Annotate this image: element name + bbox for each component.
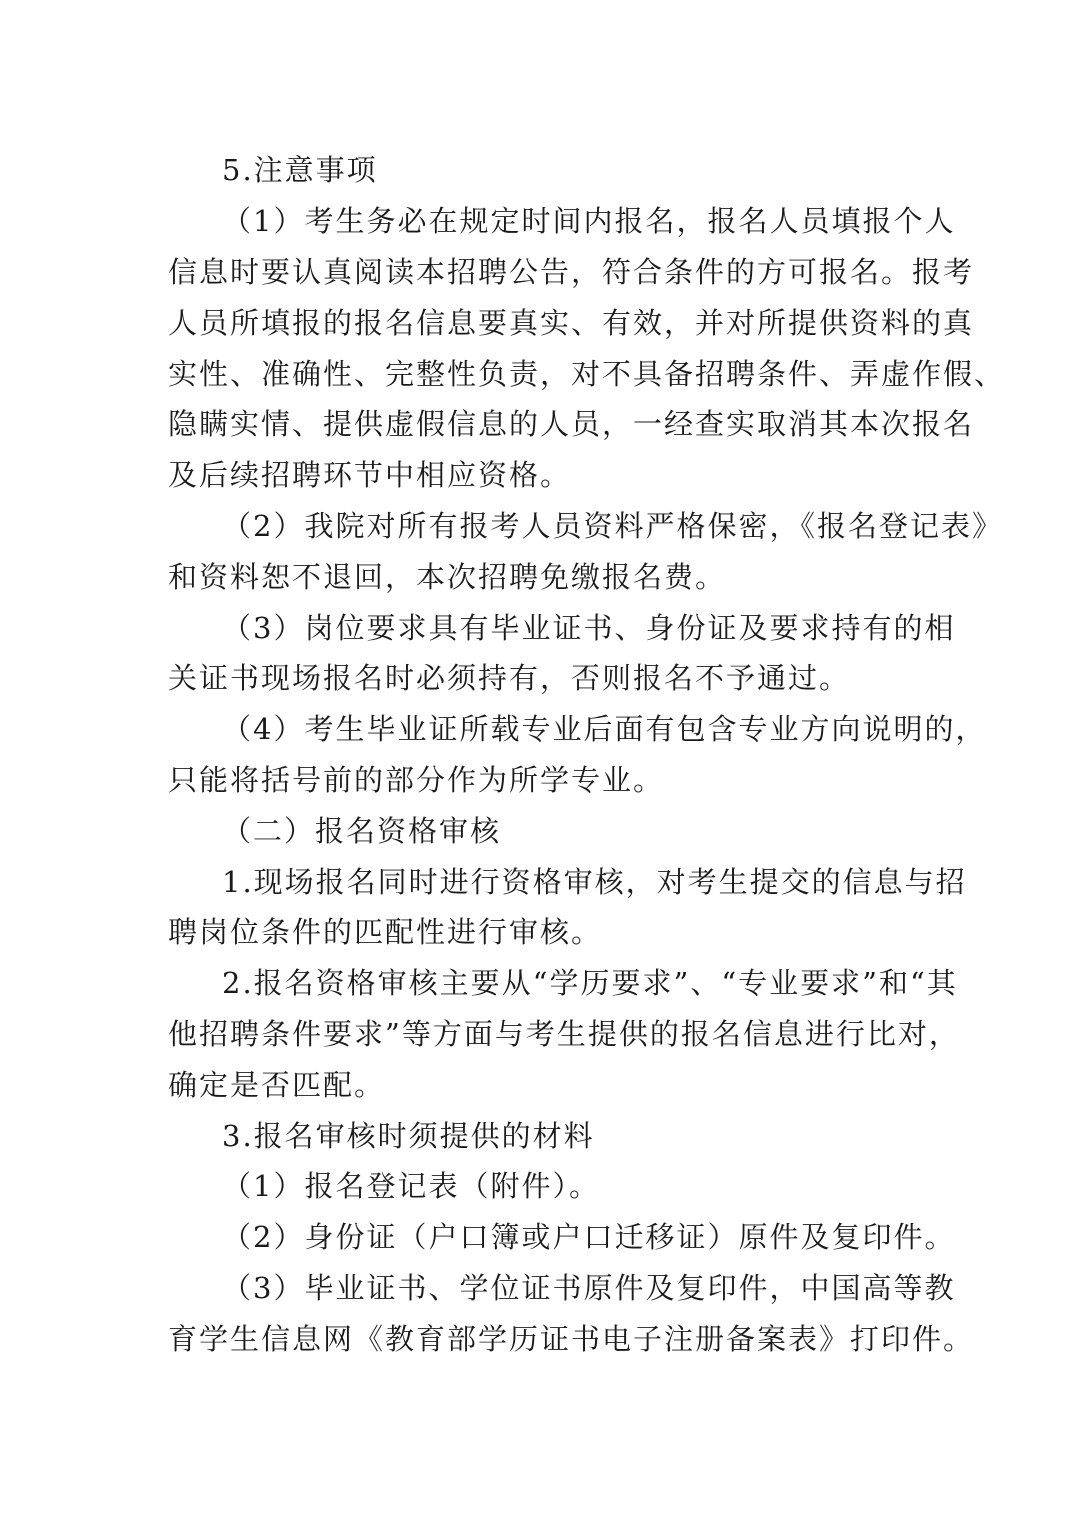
text-line: 关证书现场报名时必须持有，否则报名不予通过。 — [168, 661, 851, 695]
text-line: 1.现场报名同时进行资格审核，对考生提交的信息与招 — [222, 865, 967, 899]
text-line: 他招聘条件要求”等方面与考生提供的报名信息进行比对， — [168, 1017, 960, 1051]
text-line: 人员所填报的报名信息要真实、有效，并对所提供资料的真 — [168, 306, 975, 340]
text-line: （3）岗位要求具有毕业证书、身份证及要求持有的相 — [222, 611, 956, 645]
text-line: 聘岗位条件的匹配性进行审核。 — [168, 915, 603, 949]
text-line: 育学生信息网《教育部学历证书电子注册备案表》打印件。 — [168, 1322, 975, 1356]
text-line: 2.报名资格审核主要从“学历要求”、“专业要求”和“其 — [222, 966, 958, 1000]
text-line: （2）身份证（户口簿或户口迁移证）原件及复印件。 — [222, 1220, 956, 1254]
text-line: （2）我院对所有报考人员资料严格保密，《报名登记表》 — [222, 509, 1003, 543]
text-line: 3.报名审核时须提供的材料 — [222, 1119, 595, 1153]
text-line: 实性、准确性、完整性负责，对不具备招聘条件、弄虚作假、 — [168, 357, 1006, 391]
text-line: （1）考生务必在规定时间内报名，报名人员填报个人 — [222, 204, 956, 238]
text-line: 隐瞒实情、提供虚假信息的人员，一经查实取消其本次报名 — [168, 407, 975, 441]
text-line: （1）报名登记表（附件）。 — [222, 1169, 600, 1203]
text-line: 只能将括号前的部分作为所学专业。 — [168, 763, 665, 797]
section-heading: （二）报名资格审核 — [222, 814, 502, 848]
text-line: 5.注意事项 — [222, 153, 378, 187]
text-line: 及后续招聘环节中相应资格。 — [168, 458, 572, 492]
text-line: 信息时要认真阅读本招聘公告，符合条件的方可报名。报考 — [168, 255, 975, 289]
text-line: （3）毕业证书、学位证书原件及复印件，中国高等教 — [222, 1271, 956, 1305]
text-line: 确定是否匹配。 — [168, 1068, 386, 1102]
text-line: （4）考生毕业证所载专业后面有包含专业方向说明的， — [222, 712, 987, 746]
text-line: 和资料恕不退回，本次招聘免缴报名费。 — [168, 560, 727, 594]
